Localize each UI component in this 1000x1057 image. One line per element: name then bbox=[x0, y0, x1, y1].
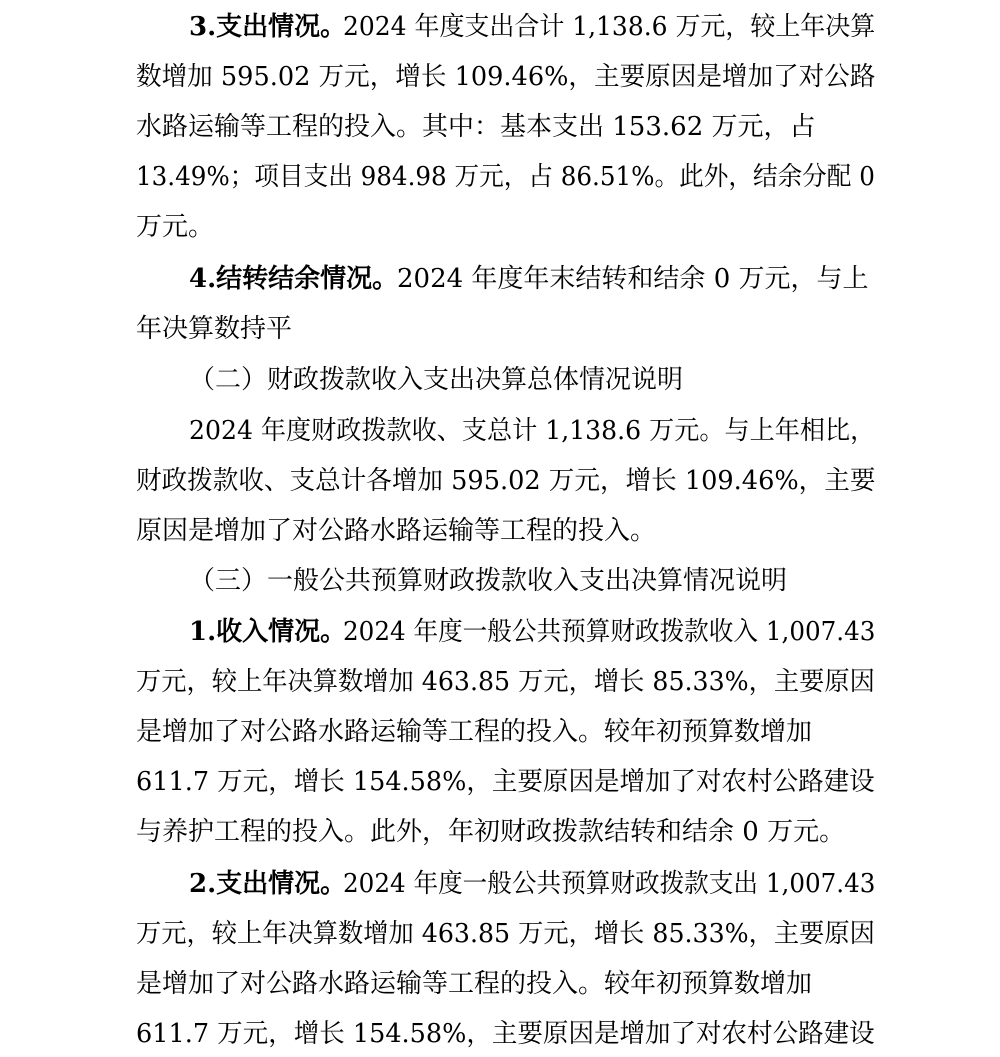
paragraph-text: 财政拨款收、支总计各增加 595.02 万元，增长 109.46%，主要 bbox=[136, 466, 876, 496]
section-title-line bbox=[0, 355, 1000, 405]
paragraph-line bbox=[0, 152, 1000, 202]
paragraph-line bbox=[0, 959, 1000, 1009]
paragraph-line bbox=[0, 406, 1000, 456]
paragraph-line bbox=[0, 456, 1000, 506]
paragraph-line bbox=[0, 2, 1000, 52]
section-heading: 3.支出情况。 bbox=[189, 12, 347, 42]
paragraph-text: 2024 年度财政拨款收、支总计 1,138.6 万元。与上年相比， bbox=[189, 416, 876, 446]
paragraph-line bbox=[0, 506, 1000, 556]
paragraph-text: 13.49%；项目支出 984.98 万元，占 86.51%。此外，结余分配 0 bbox=[136, 162, 875, 192]
paragraph-text: 万元，较上年决算数增加 463.85 万元，增长 85.33%，主要原因 bbox=[136, 667, 875, 697]
paragraph-line bbox=[0, 607, 1000, 657]
paragraph-text: 2024 年度一般公共预算财政拨款收入 1,007.43 bbox=[343, 617, 876, 647]
paragraph-text: 万元。 bbox=[136, 212, 215, 242]
section-title-line bbox=[0, 556, 1000, 606]
paragraph-line bbox=[0, 807, 1000, 857]
paragraph-text: 611.7 万元，增长 154.58%，主要原因是增加了对农村公路建设 bbox=[136, 767, 875, 797]
paragraph-text: 万元，较上年决算数增加 463.85 万元，增长 85.33%，主要原因 bbox=[136, 919, 875, 949]
paragraph-line bbox=[0, 254, 1000, 304]
section-heading: 2.支出情况。 bbox=[189, 869, 347, 899]
paragraph-text: 2024 年度一般公共预算财政拨款支出 1,007.43 bbox=[343, 869, 876, 899]
paragraph-line bbox=[0, 102, 1000, 152]
paragraph-line bbox=[0, 52, 1000, 102]
paragraph-text: 年决算数持平 bbox=[136, 314, 293, 344]
paragraph-text: 数增加 595.02 万元，增长 109.46%，主要原因是增加了对公路 bbox=[136, 62, 876, 92]
paragraph-text: 2024 年度年末结转和结余 0 万元，与上 bbox=[397, 264, 869, 294]
paragraph-line bbox=[0, 909, 1000, 959]
paragraph-line bbox=[0, 757, 1000, 807]
paragraph-line bbox=[0, 859, 1000, 909]
section-heading: 1.收入情况。 bbox=[189, 617, 347, 647]
paragraph-line bbox=[0, 1009, 1000, 1057]
section-title: （三）一般公共预算财政拨款收入支出决算情况说明 bbox=[189, 566, 788, 596]
section-heading: 4.结转结余情况。 bbox=[189, 264, 399, 294]
paragraph-text: 原因是增加了对公路水路运输等工程的投入。 bbox=[136, 516, 657, 546]
paragraph-line bbox=[0, 202, 1000, 252]
paragraph-text: 2024 年度支出合计 1,138.6 万元，较上年决算 bbox=[343, 12, 876, 42]
paragraph-text: 是增加了对公路水路运输等工程的投入。较年初预算数增加 bbox=[136, 969, 813, 999]
paragraph-text: 与养护工程的投入。此外，年初财政拨款结转和结余 0 万元。 bbox=[136, 817, 846, 847]
paragraph-text: 611.7 万元，增长 154.58%，主要原因是增加了对农村公路建设 bbox=[136, 1019, 875, 1049]
paragraph-line bbox=[0, 707, 1000, 757]
paragraph-line bbox=[0, 304, 1000, 354]
paragraph-text: 水路运输等工程的投入。其中：基本支出 153.62 万元，占 bbox=[136, 112, 816, 142]
section-title: （二）财政拨款收入支出决算总体情况说明 bbox=[189, 365, 684, 395]
paragraph-line bbox=[0, 657, 1000, 707]
paragraph-text: 是增加了对公路水路运输等工程的投入。较年初预算数增加 bbox=[136, 717, 813, 747]
